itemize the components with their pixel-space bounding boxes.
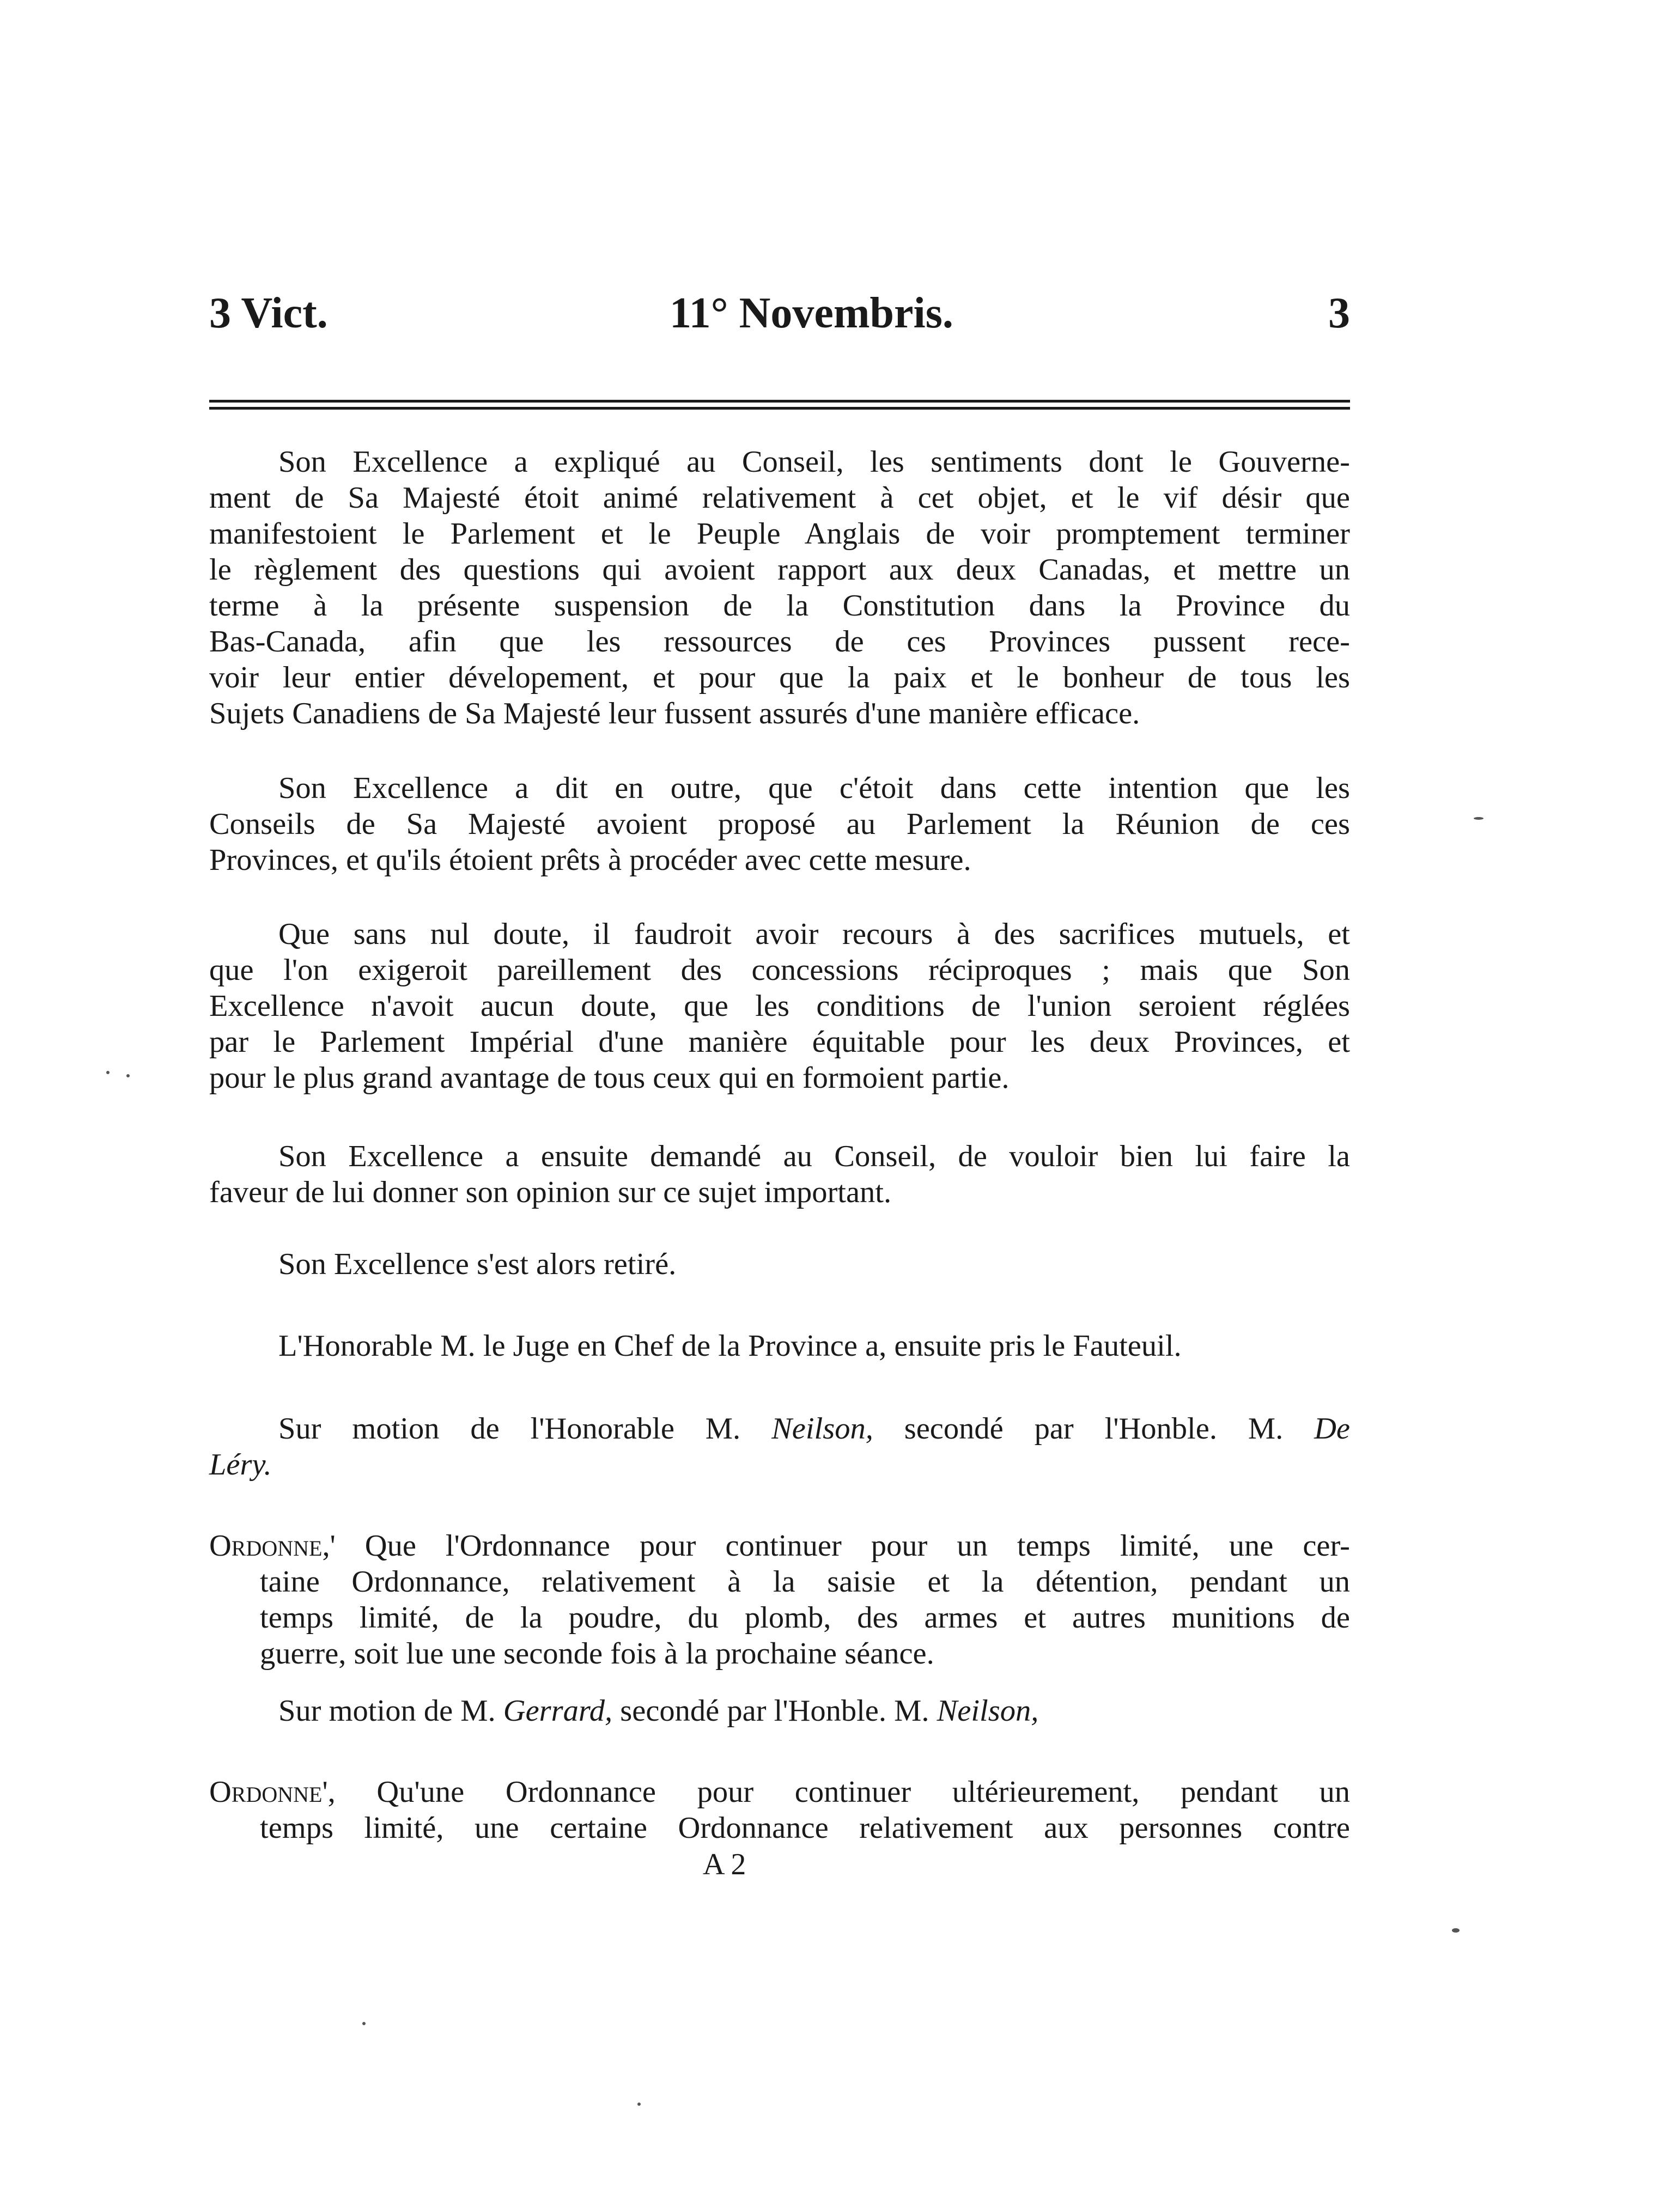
text-line bbox=[209, 1528, 1350, 1564]
paragraph-motion-gerrard bbox=[209, 1693, 1350, 1729]
text-line bbox=[209, 1411, 1350, 1447]
paragraph-opinion-request bbox=[209, 1138, 1350, 1210]
order-keyword: Ordonne', bbox=[209, 1775, 336, 1809]
text-line: Son Excellence s'est alors retiré. bbox=[278, 1247, 677, 1281]
paragraph-withdrawal bbox=[209, 1246, 1350, 1282]
text-line: ment de Sa Majesté étoit animé relativement à cet objet, et le vif désir que bbox=[209, 481, 1350, 515]
motion-text: secondé par l'Honble. M. bbox=[612, 1694, 937, 1728]
text-line: voir leur entier dévelopement, et pour que la paix et le bonheur de tous les bbox=[209, 661, 1350, 694]
member-name: De bbox=[1314, 1412, 1350, 1446]
text-line: par le Parlement Impérial d'une manière équitable pour les deux Provinces, et bbox=[209, 1025, 1350, 1059]
text-line: faveur de lui donner son opinion sur ce sujet important. bbox=[209, 1175, 892, 1209]
text-line: que l'on exigeroit pareillement des concessions réciproques ; mais que Son bbox=[209, 953, 1350, 987]
scan-speck bbox=[1452, 1928, 1460, 1933]
header-date: 11° Novembris. bbox=[670, 289, 953, 337]
order-keyword: Ordonne,' bbox=[209, 1529, 336, 1563]
order-text: Qu'une Ordonnance pour continuer ultérieurement, pendant un bbox=[335, 1775, 1350, 1809]
paragraph-motion-neilson bbox=[209, 1411, 1350, 1483]
text-line: temps limité, de la poudre, du plomb, des armes et autres munitions de bbox=[260, 1601, 1350, 1635]
text-line: L'Honorable M. le Juge en Chef de la Province a, ensuite pris le Fauteuil. bbox=[278, 1329, 1182, 1363]
paragraph-chief-justice bbox=[209, 1328, 1350, 1364]
text-line: taine Ordonnance, relativement à la saisie et la détention, pendant un bbox=[260, 1565, 1350, 1599]
header-regnal-year: 3 Vict. bbox=[209, 289, 328, 337]
paragraph-order-gunpowder bbox=[209, 1528, 1350, 1672]
text-line: terme à la présente suspension de la Constitution dans la Province du bbox=[209, 589, 1350, 623]
text-line: Excellence n'avoit aucun doute, que les conditions de l'union seroient réglées bbox=[209, 989, 1350, 1023]
member-name: Neilson, bbox=[937, 1694, 1039, 1728]
scan-speck bbox=[637, 2103, 641, 2106]
paragraph-order-continuation bbox=[209, 1774, 1350, 1846]
motion-text: secondé par l'Honble. M. bbox=[873, 1412, 1315, 1446]
page-number: 3 bbox=[1328, 289, 1350, 337]
text-line bbox=[209, 1693, 1350, 1729]
text-line: pour le plus grand avantage de tous ceux qui en formoient partie. bbox=[209, 1061, 1010, 1095]
text-line: Son Excellence a expliqué au Conseil, les sentiments dont le Gouverne- bbox=[278, 445, 1350, 479]
member-name: Léry. bbox=[209, 1448, 272, 1482]
text-line: le règlement des questions qui avoient rapport aux deux Canadas, et mettre un bbox=[209, 553, 1350, 587]
text-line: temps limité, une certaine Ordonnance relativement aux personnes contre bbox=[260, 1811, 1350, 1845]
header-rule-bottom bbox=[209, 407, 1350, 410]
text-line: manifestoient le Parlement et le Peuple Anglais de voir promptement terminer bbox=[209, 517, 1350, 551]
signature-mark: A 2 bbox=[703, 1848, 746, 1881]
scan-speck bbox=[106, 1071, 110, 1074]
text-line: Conseils de Sa Majesté avoient proposé au Parlement la Réunion de ces bbox=[209, 807, 1350, 841]
paragraph-union-intention bbox=[209, 770, 1350, 878]
member-name: Neilson, bbox=[771, 1412, 873, 1446]
motion-text: Sur motion de M. bbox=[278, 1694, 503, 1728]
motion-text: Sur motion de l'Honorable M. bbox=[278, 1412, 772, 1446]
header-rule-top bbox=[209, 400, 1350, 403]
scan-speck bbox=[362, 2022, 366, 2025]
paragraph-mutual-sacrifices bbox=[209, 916, 1350, 1096]
text-line: guerre, soit lue une seconde fois à la prochaine séance. bbox=[260, 1637, 934, 1671]
text-line: Bas-Canada, afin que les ressources de ces Provinces pussent rece- bbox=[209, 625, 1350, 659]
text-line: Que sans nul doute, il faudroit avoir recours à des sacrifices mutuels, et bbox=[278, 917, 1350, 951]
text-line: Provinces, et qu'ils étoient prêts à procéder avec cette mesure. bbox=[209, 843, 971, 877]
paragraph-governor-explanation bbox=[209, 444, 1350, 732]
scan-speck bbox=[126, 1074, 130, 1077]
text-line: Sujets Canadiens de Sa Majesté leur fussent assurés d'une manière efficace. bbox=[209, 697, 1140, 730]
text-line: Son Excellence a dit en outre, que c'étoit dans cette intention que les bbox=[278, 771, 1350, 805]
order-text: Que l'Ordonnance pour continuer pour un temps limité, une cer- bbox=[335, 1529, 1350, 1563]
text-line bbox=[209, 1774, 1350, 1810]
member-name: Gerrard, bbox=[503, 1694, 613, 1728]
scan-speck bbox=[1474, 817, 1484, 820]
text-line: Son Excellence a ensuite demandé au Conseil, de vouloir bien lui faire la bbox=[278, 1139, 1350, 1173]
running-head bbox=[209, 289, 1350, 359]
